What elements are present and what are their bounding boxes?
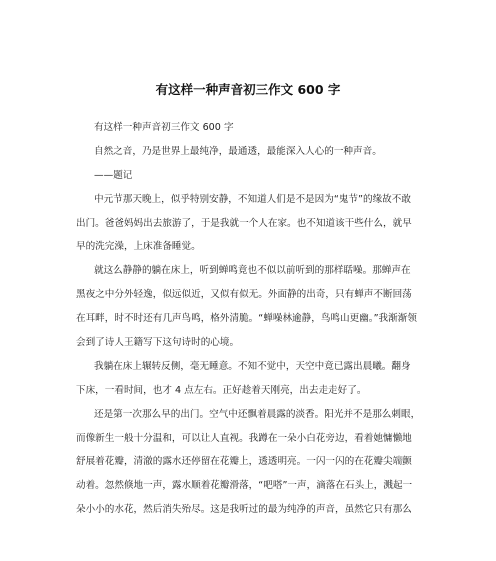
body-line: 早的洗完澡，上床准备睡觉。 — [76, 241, 201, 253]
body-line: ——题记 — [94, 169, 133, 181]
body-line: 出门。爸爸妈妈出去旅游了，于是我就一个人在家。也不知道该干些什么，就早 — [76, 217, 412, 229]
body-line: 黑夜之中分外轻逸，似远似近，又似有似无。外面静的出奇，只有蝉声不断回荡 — [76, 289, 412, 301]
body-line: 朵小小的水花，然后消失殆尽。这是我听过的最为纯净的声音，虽然它只有那么 — [76, 504, 412, 516]
body-line: 就这么静静的躺在床上，听到蝉鸣竟也不似以前听到的那样聒噪。那蝉声在 — [94, 265, 411, 277]
body-line: 下床，一看时间，也才 4 点左右。正好趁着天刚亮，出去走走好了。 — [76, 384, 367, 396]
body-line: 动着。忽然倏地一声，露水顺着花瓣滑落，“吧嗒”一声，滴落在石头上，溅起一 — [76, 480, 413, 492]
body-line: 我躺在床上辗转反侧，毫无睡意。不知不觉中，天空中竟已露出晨曦。翻身 — [94, 360, 411, 372]
body-line: 而像新生一般十分温和，可以让人直视。我蹲在一朵小白花旁边，看着她慵懒地 — [76, 432, 412, 444]
document-body — [76, 116, 430, 522]
body-line: 自然之音，乃是世界上最纯净，最通透，最能深入人心的一种声音。 — [94, 145, 382, 157]
body-line: 在耳畔，时不时还有几声鸟鸣，格外清脆。“蝉噪林逾静，鸟鸣山更幽。”我渐渐领 — [76, 313, 417, 325]
body-line: 舒展着花瓣，清澈的露水还停留在花瓣上，透透明亮。一闪一闪的在花瓣尖端颤 — [76, 456, 412, 468]
body-line: 中元节那天晚上，似乎特别安静，不知道人们是不是因为“鬼节”的缘故不敢 — [94, 193, 411, 205]
body-line: 有这样一种声音初三作文 600 字 — [94, 122, 234, 133]
body-line: 会到了诗人王籍写下这句诗时的心境。 — [76, 337, 240, 349]
body-line: 还是第一次那么早的出门。空气中还飘着晨露的淡香。阳光并不是那么刺眼， — [94, 408, 421, 420]
document-title: 有这样一种声音初三作文 600 字 — [155, 82, 341, 97]
